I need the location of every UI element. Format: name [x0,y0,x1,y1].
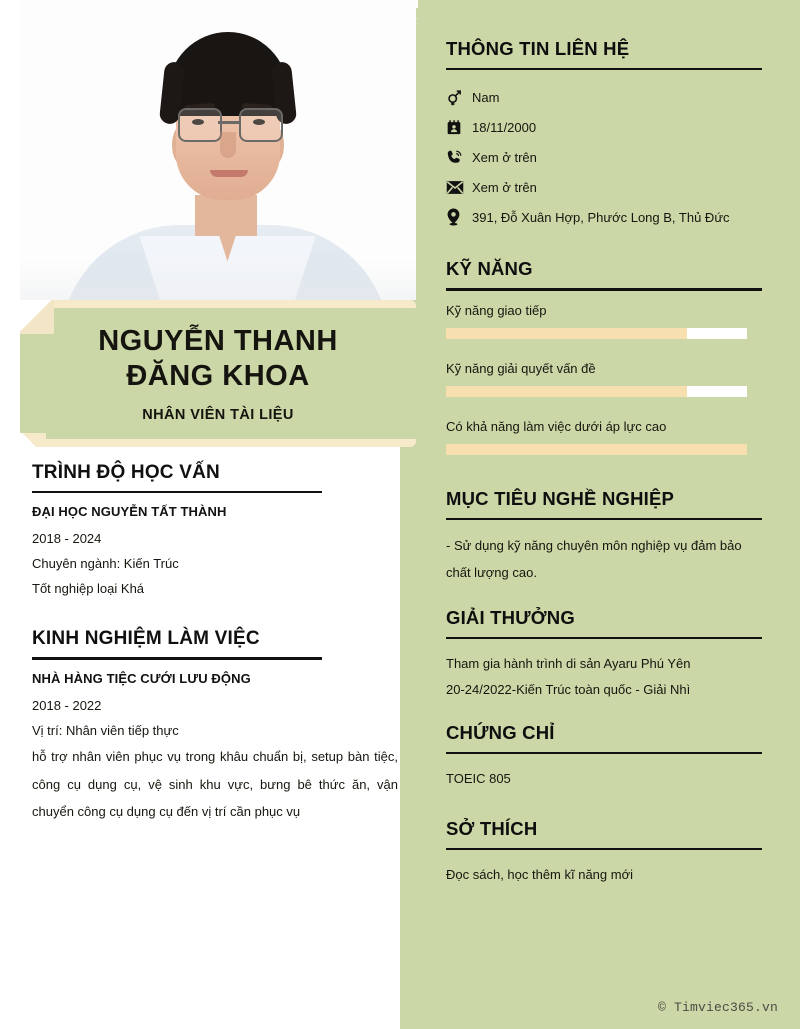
contact-section [446,38,766,232]
contact-item-address [446,202,766,232]
name-card-bottom-band [20,439,416,447]
education-school: ĐẠI HỌC NGUYỄN TẤT THÀNH [32,504,227,520]
location-pin-icon [446,208,472,226]
awards-heading-rule [446,637,762,639]
profile-photo [20,0,416,303]
skill-label: Có khả năng làm việc dưới áp lực cao [446,418,667,434]
contact-value-gender: Nam [472,89,500,105]
photo-mouth [210,170,248,177]
contact-value-birthdate: 18/11/2000 [472,119,537,135]
education-major: Chuyên ngành: Kiến Trúc [32,556,179,572]
hobbies-text: Đọc sách, học thêm kĩ năng mới [446,866,633,882]
photo-nose [220,132,236,158]
objective-text: - Sử dụng kỹ năng chuyên môn nghiệp vụ đảm bảo chất lượng cao. [446,538,742,581]
full-name-line-1: NGUYỄN THANH [98,324,338,357]
education-grade: Tốt nghiệp loại Khá [32,580,145,596]
contact-value-address: 391, Đỗ Xuân Hợp, Phước Long B, Thủ Đức [472,209,730,225]
objective-section [446,488,766,587]
certificates-heading-rule [446,752,762,754]
certificates-text: TOEIC 805 [446,771,511,787]
skills-section [446,258,766,454]
contact-heading: THÔNG TIN LIÊN HỆ [446,38,630,59]
education-heading-rule [32,491,322,493]
hobbies-section [446,818,766,888]
skill-bar-track [446,328,747,339]
contact-item-email [446,172,766,202]
education-heading: TRÌNH ĐỘ HỌC VẤN [32,462,220,483]
name-card-top-band [20,300,416,308]
skill-item [446,361,766,397]
contact-item-phone [446,142,766,172]
skills-heading-rule [446,288,762,290]
id-card-icon [446,119,472,136]
profile-photo-image [20,0,416,303]
job-title: NHÂN VIÊN TÀI LIỆU [142,407,294,424]
phone-icon [446,149,472,166]
skill-bar-fill [446,328,687,339]
awards-section [446,607,766,702]
name-card [20,300,416,447]
envelope-icon [446,180,472,195]
photo-glasses-left [178,108,222,142]
education-years: 2018 - 2024 [32,531,102,547]
photo-glasses-bridge [218,121,239,124]
page-title [98,324,338,395]
skill-bar-fill [446,386,687,397]
awards-heading: GIẢI THƯỞNG [446,606,575,628]
experience-heading: KINH NGHIỆM LÀM VIỆC [32,628,260,650]
skill-bar-fill [446,444,747,455]
certificates-heading: CHỨNG CHỈ [446,721,555,743]
skill-label: Kỹ năng giải quyết vấn đề [446,360,596,376]
hobbies-heading: SỞ THÍCH [446,817,538,839]
contact-value-email: Xem ở trên [472,179,537,195]
gender-icon [446,89,472,106]
skill-bar-track [446,386,747,397]
skill-item [446,303,766,339]
experience-section [32,628,404,825]
footer-watermark: © Timviec365.vn [657,1000,778,1015]
name-card-fold-corner-bottom [20,433,46,447]
certificates-section [446,722,766,792]
photo-bottom-fade [20,259,416,303]
experience-company: NHÀ HÀNG TIỆC CƯỚI LƯU ĐỘNG [32,670,251,686]
full-name-line-2: ĐĂNG KHOA [126,360,310,392]
contact-heading-rule [446,68,762,70]
experience-heading-rule [32,657,322,659]
education-section [32,462,404,601]
awards-line-1: Tham gia hành trình di sản Ayaru Phú Yên [446,656,691,672]
photo-glasses-right [239,108,283,142]
objective-heading-rule [446,518,762,520]
skill-item [446,419,766,455]
skills-heading: KỸ NĂNG [446,258,533,280]
awards-line-2: 20-24/2022-Kiến Trúc toàn quốc - Giải Nhì [446,681,691,697]
right-column [446,38,766,887]
contact-item-gender [446,82,766,112]
contact-value-phone: Xem ở trên [472,149,537,165]
contact-item-birthdate [446,112,766,142]
objective-heading: MỤC TIÊU NGHỀ NGHIỆP [446,487,675,509]
skill-bar-track [446,444,747,455]
experience-years: 2018 - 2022 [32,697,102,713]
experience-description: hỗ trợ nhân viên phục vụ trong khâu chuẩn bị, setup bàn tiệc, công cụ dụng cụ, vệ sinh khu vực, bưng bê thức ăn, vận chuyển công cụ dụng cụ đến vị trí cần phục vụ [32,749,398,819]
left-column [32,462,404,825]
hobbies-heading-rule [446,848,762,850]
experience-position: Vị trí: Nhân viên tiếp thực [32,722,179,738]
contact-list [446,82,766,232]
skill-label: Kỹ năng giao tiếp [446,302,547,318]
